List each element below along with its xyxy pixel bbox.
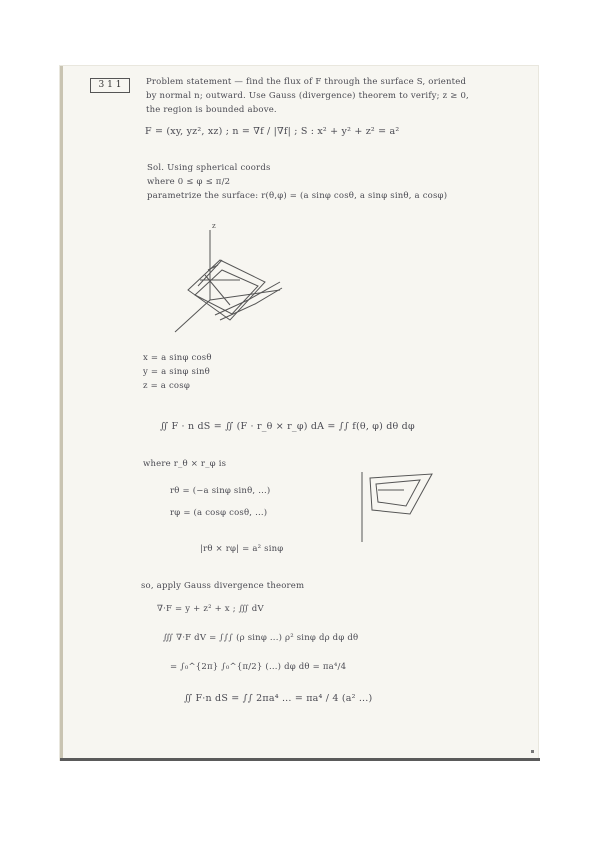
axis-label: z (212, 222, 216, 230)
axes-sketch (160, 220, 300, 340)
page-bottom-edge (60, 758, 540, 761)
divergence-line: = ∫₀^{2π} ∫₀^{π/2} (...) dφ dθ = πa⁴/4 (170, 662, 347, 672)
cross-heading: where r_θ × r_φ is (143, 459, 227, 469)
scanned-page (60, 66, 538, 760)
problem-line: the region is bounded above. (146, 105, 277, 115)
cross-line: rθ = (−a sinφ sinθ, ...) (170, 486, 271, 496)
page-left-edge (60, 66, 63, 760)
final-result: ∬ F·n dS = ∫∫ 2πa⁴ ... = πa⁴ / 4 (a² ...) (184, 693, 373, 704)
param-line: x = a sinφ cosθ (143, 353, 212, 363)
solution-line: where 0 ≤ φ ≤ π/2 (147, 177, 231, 187)
scan-artifact (531, 750, 534, 753)
region-sketch (356, 470, 446, 550)
magnitude-expression: |rθ × rφ| = a² sinφ (200, 544, 284, 554)
method-heading: so, apply Gauss divergence theorem (141, 581, 305, 591)
problem-line: by normal n; outward. Use Gauss (divergence) theorem to verify; z ≥ 0, (146, 91, 469, 101)
divergence-line: ∇·F = y + z² + x ; ∭ dV (157, 604, 264, 614)
param-line: y = a sinφ sinθ (143, 367, 210, 377)
problem-line: Problem statement — find the flux of F through the surface S, oriented (146, 77, 467, 87)
flux-integral: ∬ F · n dS = ∬ (F · r_θ × r_φ) dA = ∫∫ f(θ, φ) dθ dφ (160, 421, 415, 432)
cross-line: rφ = (a cosφ cosθ, ...) (170, 508, 268, 518)
param-line: z = a cosφ (143, 381, 190, 391)
given-equation: F = (xy, yz², xz) ; n = ∇f / |∇f| ; S : x² + y² + z² = a² (145, 126, 400, 137)
solution-line: parametrize the surface: r(θ,φ) = (a sinφ cosθ, a sinφ sinθ, a cosφ) (147, 191, 448, 201)
page-number-box: 3 1 1 (90, 78, 130, 93)
divergence-line: ∭ ∇·F dV = ∫∫∫ (ρ sinφ ...) ρ² sinφ dρ dφ dθ (163, 633, 359, 643)
solution-line: Sol. Using spherical coords (147, 163, 271, 173)
